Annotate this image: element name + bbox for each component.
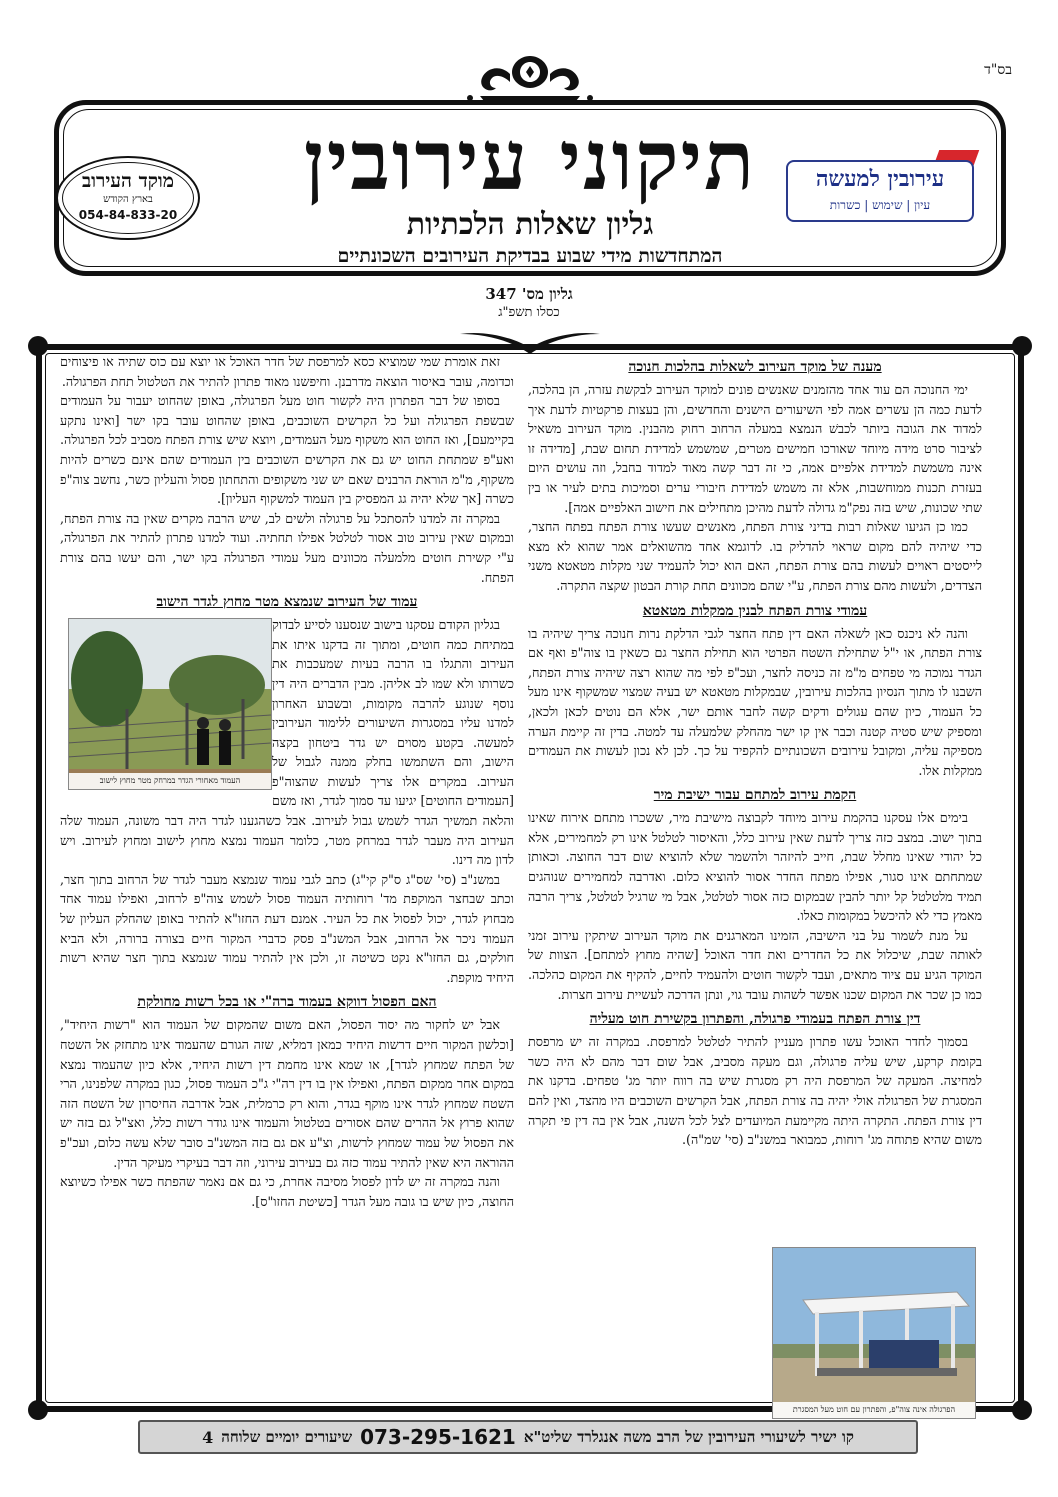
paragraph: במקרה זה למדנו להסתכל על פרגולה ולשים לב, שיש הרבה מקרים שאין בה צורת הפתח, ובמקום שאין עירוב טוב אסור לטלטל אפילו תחתיה. ועוד למדנו פתרון להתיר את הפרגולה, ע"י קשירת חוטים מלמעלה מכוונים מעל עמודי הפרגולה בקו ישר, והם יעשו בהם צורת הפתח. [60, 510, 514, 585]
paragraph: והנה במקרה זה יש לדון לפסול מסיבה אחרת, כי גם אם נאמר שהפתח כשר אפילו כשיוצא החוצה, כיון שיש בו גובה מעל הגדר [כשיטת החזו"ס]. [60, 1174, 514, 1209]
eruv-hotline-seal [56, 156, 200, 240]
bsd-mark: בס"ד [984, 62, 1012, 78]
footer-phone-number[interactable]: 073-295-1621 [360, 1425, 516, 1449]
paragraph: בגליון הקודם עסקנו בישוב שנסענו לסייע לבדוק במתיחת כמה חוטים, ומתוך זה בדקנו איתו את העירוב והתגלו בו הרבה בעיות שמעכבות את כשרותו ולא שמו לב אליהן. מבין הדברים היה דין נוסף שנוגע להרבה מקומות, ובשבוע האחרון למדנו עליו במסגרות השיעורים ללימוד העירובין למעשה. בקטע מסוים יש גדר ביטחון בקצה הישוב, והם השתמשו בחלק ממנה לגבול של העירוב. במקרים אלו צריך לעשות שהצוה"פ [העמודים החוטים] יגיעו עד סמוך לגדר, ואז משם והלאה תמשיך הגדר לשמש גבול לעירוב. אבל כשהגענו לגדר היה דבר משונה, העמוד שלה העירוב היה מעבר לגדר במרחק מטר, כלומר העמוד נמצא מחוץ לישוב ומחוץ לעירוב. ויש לדון מה דינו. [60, 617, 514, 868]
seal-title: מוקד העירוב [81, 170, 175, 192]
heading-mir-eruv: הקמת עירוב למתחם עבור ישיבת מיר [653, 787, 857, 804]
paragraph: בסמוך לחדר האוכל עשו פתרון מעניין להתיר לטלטל למרפסת. במקרה זה יש מרפסת בקומת קרקע, שיש עליה פרגולה, וגם מעקה מסביב, אבל שום דבר מהם לא היה כשר למחיצה. המעקה של המרפסת היה רק מסגרת שיש בה רווח יותר מג' טפחים. בדקנו את המסגרת של הפרגולה אולי יהיה בה צורת הפתח, אבל הקרשים השוכבים היו מהצד, ואין להם דין צורת הפתח. התקרה היתה מקיימעת המיועדים לצל לכל השנה, אבל אין בה דין פי תקרה משום שהיא פתוחה מג' רוחות, כמבואר במשנ"ב (סי' שמ"ה). [528, 1034, 982, 1148]
newsletter-tagline: המתחדשות מידי שבוע בבדיקת העירובים השכונתיים [337, 245, 723, 267]
frame-corner-top-left [28, 336, 48, 356]
paragraph: ימי החנוכה הם עוד אחד מהזמנים שאנשים פונים למוקד העירוב לבקשת עזרה, הן בהלכה, לדעת כמה הן עשרים אמה לפי השיעורים הישנים והחדשים, והן בעצות פרקטיות לדעת איך למדוד את הגובה ביותר לכבשׁ הנמצא במעלה הרחוב רחוק מהבנין. מוקד העירוב משאיל לציבור סרט מידה מיוחד שאורכו חמישים מטרים, שמשמש למדידת תחום שבת, [מדידה זו אינה משמשת למדידת אלפיים אמה, כי זה דבר קשה מאוד למדוד בחבל, וזה עושים היום בעזרת תכנות ממוחשבות, אלא זה משמש למדידת חיבורי ערים וסמיכות בתים לעיר או בין שתי שכונות, שיש בזה נפק"מ גדולה לדעת מהיכן מתחילים את חישוב האלפיים אמה]. [528, 382, 982, 515]
issue-badge [429, 284, 629, 322]
issue-date: כסלו תשפ"ג [498, 305, 560, 320]
seal-phone: 054-84-833-20 [78, 208, 178, 222]
fence-photo [68, 618, 272, 790]
hotline-footer [138, 1420, 918, 1454]
newsletter-subtitle: גליון שאלות הלכתיות [406, 207, 654, 242]
ornament-top [460, 52, 600, 104]
pergola-photo-caption: הפרגולה אינה צוה"פ, והפתרון עם חוט מעל המסגרת [773, 1402, 975, 1418]
frame-corner-bottom-left [28, 1400, 48, 1420]
footer-hotline-text: קו ישיר לשיעורי העירובין של הרב משה אנגלרד שליט"א [523, 1427, 854, 1446]
heading-pergola: דין צורת הפתח בעמודי פרגולה, והפתרון בקשירת חוט מעליה [589, 1011, 921, 1028]
frame-corner-top-right [1012, 336, 1032, 356]
issue-number: גליון מס' 347 [485, 285, 573, 303]
heading-broom-posts: עמודי צורת הפתח לבנין ממקלות מטאטא [642, 602, 868, 619]
frame-corner-bottom-right [1012, 1400, 1032, 1420]
paragraph: במשנ"ב (סי' שס"ג ס"ק קי"ג) כתב לגבי עמוד שנמצא מעבר לגדר של הרחוב בתוך חצר, וכתב שבחצר המוקפת מד' רוחותיה העמוד פסול לשמש צוה"פ לרחוב, ואפילו עמוד אחד מבחוץ לגדר, יכול לפסול את כל העיר. אמנם דעת החזו"א להתיר באופן שהחלק העליון של העמוד ניכר אל הרחוב, אבל המשנ"ב פסק כדברי המקור חיים בצורה ברורה, ולא הביא חולקים, גם החזו"א נקט כשיטה זו, ולכן אין להתיר עמוד שנמצא בתוך חצר שהיא רשות היחיד מוקפת. [60, 871, 514, 985]
article-column-left [60, 352, 514, 1402]
logo-subtitle: עיון | שימוש | כשרות [829, 198, 931, 212]
seal-subtitle: בארץ הקודש [103, 194, 153, 205]
eruvin-lemaase-logo [786, 160, 974, 222]
logo-name: עירובין למעשה [815, 166, 945, 192]
paragraph: זאת אומרת שמי שמוציא כסא למרפסת של חדר האוכל או יוצא עם כוס שתיה או פיצוחים וכדומה, עובר באיסור הוצאה מדרבנן. וחיפשנו מאוד פתרון להתיר את הטלטול תחת הפרגולה. [60, 354, 514, 389]
paragraph: כמו כן הגיעו שאלות רבות בדיני צורת הפתח, מאנשים שעשו צורת הפתח בפתח החצר, כדי שיהיה להם מקום שראוי להדליק בו. לדוגמא אחד מהשואלים אמר שהוא לא מצא לייסטים ראויים לעשות בהם צורת הפתח, האם הוא יכול להעמיד שני מקלות מטאטא משני הצדדים, ולעשות מהם צורת הפתח, ע"י שהם מכוונים תחת קורת הבטון שקצה התקרה. [528, 519, 982, 593]
newsletter-title: תיקוני עירובין [303, 113, 757, 209]
pergola-illustration [773, 1248, 976, 1419]
paragraph: בסופו של דבר הפתרון היה לקשור חוט מעל הפרגולה, באופן שהחוט יעבור על העמודים שבשפת הפרגולה ועל כל הקרשים השוכבים, באופן שהחוט עובר בקו ישר [ואינו נתקע בקיימעם], ואז החוט הוא משקוף מעל העמודים, ויוצא שיש צורת הפתח מסביב לכל הפרגולה. ואע"פ שמתחת החוט יש גם את הקרשים השוכבים בין העמודים שהם אינם כשרים להיות משקוף, מ"מ הוראת הרבנים שאם יש שני משקופים והתחתון פסול והעליון כשר, נחשב צוה"פ כשרה [אך שלא יהיה גג המפסיק בין העמוד למשקוף העליון]. [60, 393, 514, 507]
heading-post-outside-fence: עמוד של העירוב שנמצא מטר מחוץ לגדר הישוב [156, 594, 418, 611]
footer-extension: 4 [202, 1427, 214, 1447]
heading-chanukah-questions: מענה של מוקד העירוב לשאלות בהלכות חנוכה [628, 359, 882, 375]
heading-private-domain: האם הפסול דווקא בעמוד ברה"י או בכל רשות מחולקת [137, 994, 437, 1011]
paragraph: אבל יש לחקור מה יסוד הפסול, האם משום שהמקום של העמוד הוא "רשות היחיד", [וכלשון המקור חיים דרשות היחיד כמאן דמליא, שזה הגורם שהעמוד אינו מתחזק אל השטח של הפתח שמחוץ לגדר], או שמא אינו מחמת דין רשות היחיד, אלא כיון שהעמוד נמצא במקום אחר ממקום הפתח, ואפילו אין בו דין רה"י ג"כ העמוד פסול, כגון במקרה שלפנינו, הרי השטח שמחוץ לגדר אינו מוקף בגדר, והוא רק כרמלית, אבל אדרבה החיסרון של השטח הזה שהוא פרוץ אל ההרים שהם אסורים בטלטול והעמוד אינו גודר רשות כלל, ואצ"ל גם בזה יש את הפסול של עמוד שמחוץ לרשות, וצ"ע אם גם בזה המשנ"ב סובר שלא עשה כלום, ועכ"פ ההוראה היא שאין להתיר עמוד כזה גם בעירוב עירוני, וזה דבר בעיקרי מעיקר הדין. [60, 1017, 514, 1170]
paragraph: והנה לא ניכנס כאן לשאלה האם דין פתח החצר לגבי הדלקת נרות חנוכה צריך שיהיה בו צורת הפתח, או י"ל שתחילת השטח הפרטי הוא תחילת החצר גם כשאין בו צוה"פ ואף אם הגדר נמוכה מי טפחים מ"מ זה כניסה לחצר, ועכ"פ לפי מה שהוא רצה שיהיה צורת הפתח, השבנו לו מתוך הנסיון בהלכות עירובין, שבמקלות מטאטא יש בעיה שמצוי שמשקוף אינו מעל כל העמוד, כיון שהם עגולים ודקים קשה לחבר אותם ישר, אלא הם נוטים לכאן ולכאן, ומספיק שיש סטיה קטנה וכבר אין קו ישר מהחלק שלמעלה עד למטה. בדין זה קיימת הערה מספיקה עליה, ומקובל עירובים השכונתיים להקפיד על כך. לכן לא נכון לעשות את העמודים ממקלות אלו. [528, 625, 982, 778]
pergola-photo [772, 1247, 976, 1419]
article-column-right [528, 352, 982, 1402]
fence-illustration [68, 619, 271, 790]
fence-photo-caption: העמוד מאחורי הגדר במרחק מטר מחוץ לישוב [69, 773, 271, 789]
paragraph: על מנת לשמור על בני הישיבה, הזמינו המארגנים את מוקד העירוב שיתקין עירוב זמני לאותה שבת, שיכלול את כל החדרים ואת חדר האוכל [שהיה מחוץ למתחם]. הצוות של המוקד הגיע עם ציוד מתאים, ועבד לקשור חוטים ולהעמיד לחיים, להקיף את המקום כהלכה. כמו כן שכר את המקום שכנו אפשר לשהות עובד גוי, ונתן הדרכה לעשיית עירוב חצרות. [528, 927, 982, 1002]
paragraph: בימים אלו עסקנו בהקמת עירוב מיוחד לקבוצה מישיבת מיר, ששכרו מתחם אירוח שאינו בתוך ישוב. במצב כזה צריך לדעת שאין עירוב כלל, והאיסור לטלטל אינו רק למחמירים, אלא כל יהודי שאינו מחלל שבת, חייב להיזהר ולהשמר שלא להוציא שום דבר החוצה. וכאותן שמתחתם אינו סגור, אפילו מפתח החדר אסור להוציא כלום. ואדרבה למחמירים שנוהגים תמיד מלטלטל קל יותר להבין שבמקום כזה אסור לטלטל, אבל מי שרגיל לטלטל, צריך הרבה מאמץ כדי לא להיכשל במקומות כאלו. [528, 810, 982, 924]
footer-daily-lessons: שיעורים יומיים שלוחה [221, 1427, 353, 1446]
